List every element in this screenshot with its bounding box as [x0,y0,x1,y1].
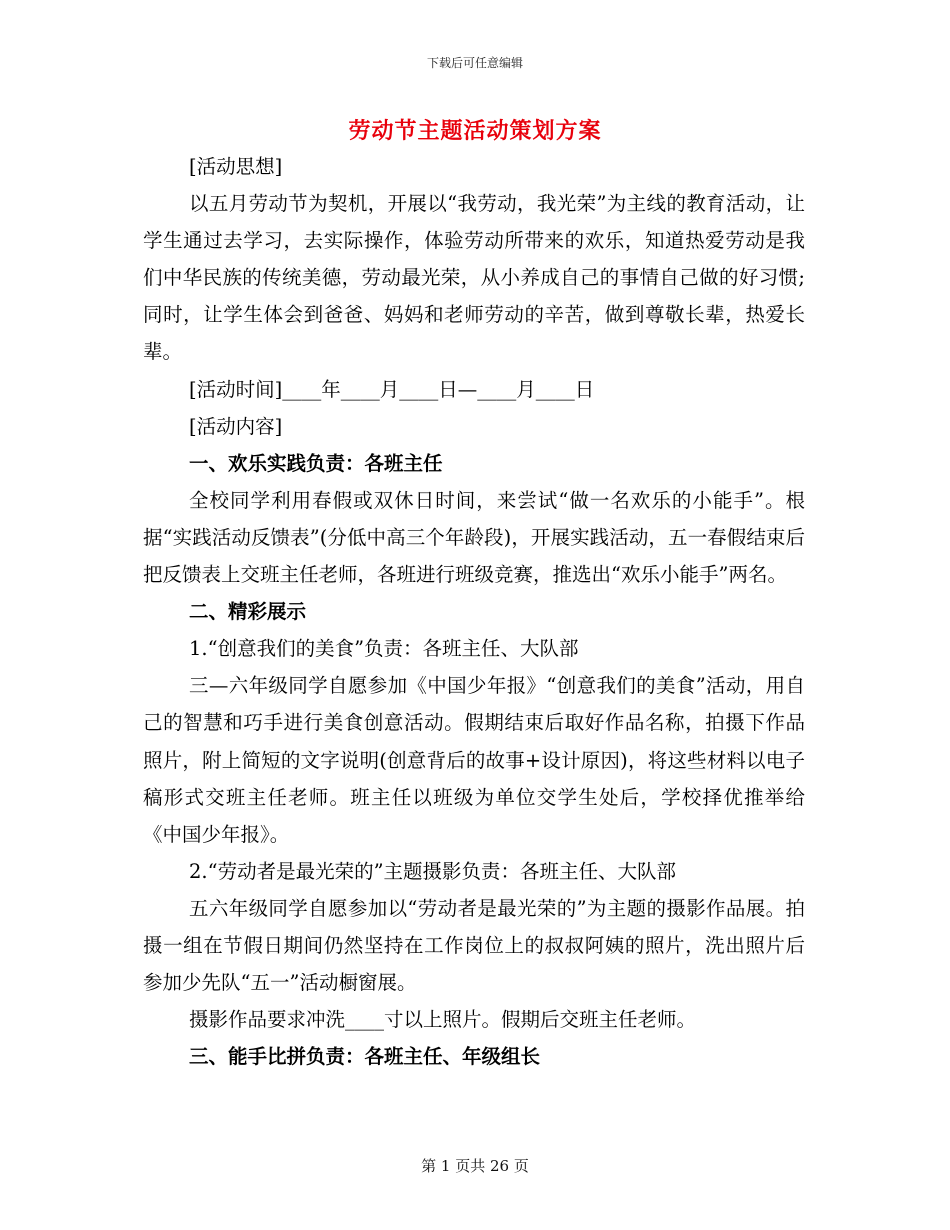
activity-time: [活动时间]____年____月____日—____月____日 [189,377,595,401]
paragraph-2-2: 五六年级同学自愿参加以“劳动者是最光荣的”为主题的摄影作品展。拍摄一组在节假日期间仍然坚持在工作岗位上的叔叔阿姨的照片，洗出照片后参加少先队“五一”活动橱窗展。 [143,896,805,995]
subheading-2-1: 1.“创意我们的美食”负责：各班主任、大队部 [189,637,579,661]
heading-2: 二、精彩展示 [189,600,307,624]
document-body [143,148,805,1075]
page-header: 下载后可任意编辑 [426,56,523,70]
subheading-2-2: 2.“劳动者是最光荣的”主题摄影负责：各班主任、大队部 [189,859,677,883]
page-footer: 第 1 页共 26 页 [421,1157,529,1175]
section-label-idea: [活动思想] [189,155,283,178]
paragraph-1: 全校同学利用春假或双休日时间，来尝试“做一名欢乐的小能手”。根据“实践活动反馈表”(分低中高三个年龄段)，开展实践活动，五一春假结束后把反馈表上交班主任老师，各班进行班级竞赛，推选出“欢乐小能手”两名。 [143,488,805,587]
paragraph-idea: 以五月劳动节为契机，开展以“我劳动，我光荣”为主线的教育活动，让学生通过去学习，去实际操作，体验劳动所带来的欢乐，知道热爱劳动是我们中华民族的传统美德，劳动最光荣，从小养成自己的事情自己做的好习惯;同时，让学生体会到爸爸、妈妈和老师劳动的辛苦，做到尊敬长辈，热爱长辈。 [143,192,805,364]
paragraph-2-1: 三—六年级同学自愿参加《中国少年报》“创意我们的美食”活动，用自己的智慧和巧手进行美食创意活动。假期结束后取好作品名称，拍摄下作品照片，附上简短的文字说明(创意背后的故事+设计原因)，将这些材料以电子稿形式交班主任老师。班主任以班级为单位交学生处后，学校择优推举给《中国少年报》。 [143,674,805,846]
section-label-content: [活动内容] [189,414,283,438]
heading-1: 一、欢乐实践负责：各班主任 [189,451,443,475]
document-title: 劳动节主题活动策划方案 [348,118,602,144]
heading-3: 三、能手比拼负责：各班主任、年级组长 [189,1045,541,1069]
paragraph-2-2-note: 摄影作品要求冲洗____寸以上照片。假期后交班主任老师。 [189,1008,697,1032]
